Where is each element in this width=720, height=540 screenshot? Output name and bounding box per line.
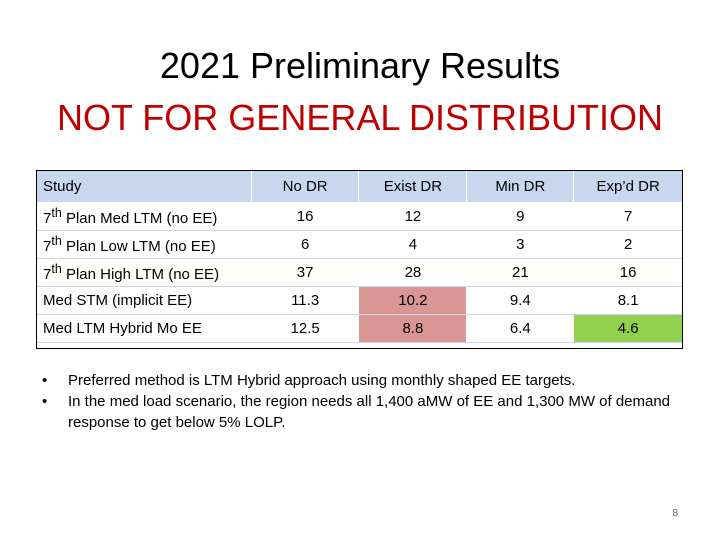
study-text: Med STM (implicit EE) (43, 292, 193, 309)
study-text: Plan High LTM (no EE) (61, 266, 220, 283)
study-superscript: th (51, 206, 62, 220)
table-row (37, 203, 683, 231)
header-min-dr: Min DR (467, 171, 574, 203)
value-cell: 9 (467, 203, 574, 231)
table-row (37, 259, 683, 287)
value-cell: 9.4 (467, 287, 574, 315)
study-text: 7 (43, 210, 52, 227)
value-cell: 16 (574, 259, 683, 287)
value-cell: 7 (574, 203, 683, 231)
bullet-text: Preferred method is LTM Hybrid approach using monthly shaped EE targets. (68, 372, 576, 389)
bullet-item (40, 370, 680, 391)
header-study: Study (37, 171, 252, 203)
table-row (37, 287, 683, 315)
study-cell (37, 287, 252, 315)
value-cell-highlight-red: 10.2 (359, 287, 467, 315)
value-cell: 11.3 (251, 287, 359, 315)
slide-title: 2021 Preliminary Results (159, 45, 561, 86)
value-cell: 12.5 (251, 315, 359, 343)
study-text: Plan Med LTM (no EE) (61, 210, 218, 227)
value-cell: 28 (359, 259, 467, 287)
bullet-list (40, 370, 680, 433)
study-text: 7 (43, 266, 52, 283)
study-text: Med LTM Hybrid Mo EE (43, 320, 202, 337)
value-cell: 4 (359, 231, 467, 259)
value-cell: 8.1 (574, 287, 683, 315)
study-text: 7 (43, 238, 52, 255)
study-cell (37, 259, 252, 287)
value-cell: 2 (574, 231, 683, 259)
value-cell-highlight-green: 4.6 (574, 315, 683, 343)
study-superscript: th (51, 234, 62, 248)
value-cell: 37 (251, 259, 359, 287)
value-cell: 3 (467, 231, 574, 259)
slide-subtitle-warning: NOT FOR GENERAL DISTRIBUTION (56, 97, 664, 138)
value-cell: 16 (251, 203, 359, 231)
results-table (36, 170, 683, 343)
study-text: Plan Low LTM (no EE) (61, 238, 216, 255)
header-no-dr: No DR (251, 171, 359, 203)
value-cell: 21 (467, 259, 574, 287)
study-cell (37, 203, 252, 231)
value-cell: 6 (251, 231, 359, 259)
bullet-icon: • (42, 393, 48, 410)
page-number: 8 (672, 508, 678, 519)
study-cell (37, 231, 252, 259)
bullet-text: In the med load scenario, the region needs all 1,400 aMW of EE and 1,300 MW of demand response to get below 5% LOLP. (68, 393, 671, 431)
study-superscript: th (51, 262, 62, 276)
study-cell (37, 315, 252, 343)
table-header-row (37, 171, 683, 203)
header-exist-dr: Exist DR (359, 171, 467, 203)
table-row (37, 315, 683, 343)
value-cell: 12 (359, 203, 467, 231)
header-expd-dr: Exp’d DR (574, 171, 683, 203)
value-cell-highlight-red: 8.8 (359, 315, 467, 343)
bullet-item (40, 391, 680, 433)
bullet-icon: • (42, 372, 48, 389)
value-cell: 6.4 (467, 315, 574, 343)
table-row (37, 231, 683, 259)
